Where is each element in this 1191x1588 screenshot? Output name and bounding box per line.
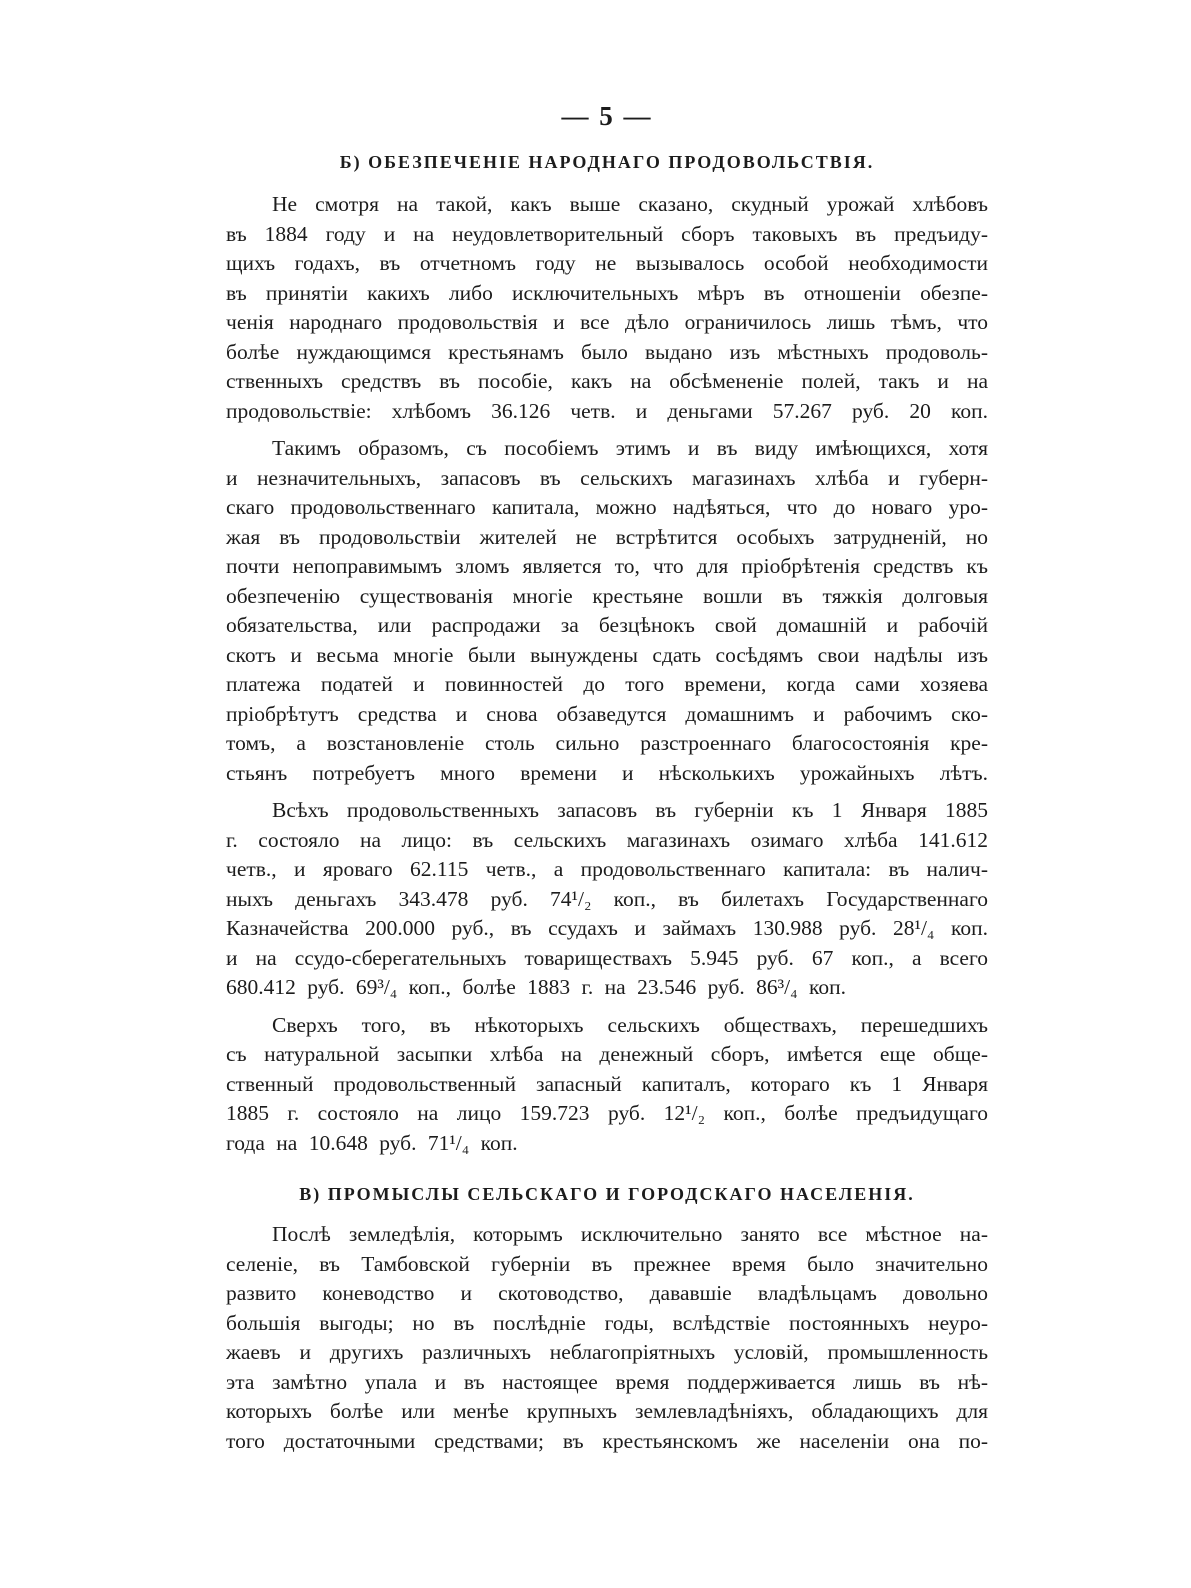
section-heading-trades: В) ПРОМЫСЛЫ СЕЛЬСКАГО И ГОРОДСКАГО НАСЕЛЕНІЯ. xyxy=(299,1184,915,1204)
text-line: щихъ годахъ, въ отчетномъ году не вызывалось особой необходимости xyxy=(226,251,988,275)
text-line: въ 1884 году и на неудовлетворительный сборъ таковыхъ въ предъиду- xyxy=(226,221,988,246)
text-line: 1885 г. состояло на лицо 159.723 руб. 12¹/₂ коп., болѣе предъидущаго xyxy=(226,1101,988,1125)
text-line: селеніе, въ Тамбовской губерніи въ прежнее время было значительно xyxy=(226,1251,988,1276)
text-line: Такимъ образомъ, съ пособіемъ этимъ и въ виду имѣющихся, хотя xyxy=(272,436,988,460)
text-line: въ принятіи какихъ либо исключительныхъ мѣръ въ отношеніи обезпе- xyxy=(226,280,988,305)
text-line: и незначительныхъ, запасовъ въ сельскихъ магазинахъ хлѣба и губерн- xyxy=(226,465,988,490)
text-line xyxy=(226,973,988,1003)
text-line: и на ссудо-сберегательныхъ товариществахъ 5.945 руб. 67 коп., а всего xyxy=(226,945,988,970)
text-line: пріобрѣтутъ средства и снова обзаведутся домашнимъ и рабочимъ ско- xyxy=(226,701,988,726)
text-line: платежа податей и повинностей до того времени, когда сами хозяева xyxy=(226,672,988,696)
text-line: ственныхъ средствъ въ пособіе, какъ на обсѣмененіе полей, такъ и на xyxy=(226,369,988,393)
text-line: большія выгоды; но въ послѣдніе годы, вслѣдствіе постоянныхъ неуро- xyxy=(226,1310,988,1335)
paragraph xyxy=(226,1011,988,1159)
paragraph xyxy=(226,1220,988,1456)
text-line: почти непоправимымъ зломъ является то, что для пріобрѣтенія средствъ къ xyxy=(226,554,988,578)
text-line: ственный продовольственный запасный капиталъ, котораго къ 1 Января xyxy=(226,1071,988,1096)
text-line: которыхъ болѣе или менѣе крупныхъ землевладѣніяхъ, обладающихъ для xyxy=(226,1399,988,1423)
text-line: обезпеченію существованія многіе крестьяне вошли въ тяжкія долговыя xyxy=(226,583,988,608)
section-heading-food-supply: Б) ОБЕЗПЕЧЕНІЕ НАРОДНАГО ПРОДОВОЛЬСТВІЯ. xyxy=(339,152,875,172)
text-line: стьянъ потребуетъ много времени и нѣсколькихъ урожайныхъ лѣтъ. xyxy=(226,760,988,785)
text-line: Не смотря на такой, какъ выше сказано, скудный урожай хлѣбовъ xyxy=(272,192,988,216)
text-line: г. состояло на лицо: въ сельскихъ магазинахъ озимаго хлѣба 141.612 xyxy=(226,827,988,852)
text-line: четв., и яроваго 62.115 четв., а продовольственнаго капитала: въ налич- xyxy=(226,857,988,881)
paragraph xyxy=(226,796,988,1003)
text-line: Сверхъ того, въ нѣкоторыхъ сельскихъ обществахъ, перешедшихъ xyxy=(272,1012,988,1037)
paragraph xyxy=(226,190,988,426)
text-line-content: года на 10.648 руб. 71¹/₄ коп. xyxy=(226,1130,518,1155)
document-page xyxy=(226,96,988,1464)
text-line: жая въ продовольствіи жителей не встрѣтится особыхъ затрудненій, но xyxy=(226,524,988,549)
section-food-supply xyxy=(226,190,988,1158)
text-line: развито коневодство и скотоводство, дававшіе владѣльцамъ довольно xyxy=(226,1281,988,1305)
text-line: скаго продовольственнаго капитала, можно надѣяться, что до новаго уро- xyxy=(226,495,988,519)
text-line-content: 680.412 руб. 69³/₄ коп., болѣе 1883 г. на 23.546 руб. 86³/₄ коп. xyxy=(226,975,846,999)
text-line: жаевъ и другихъ различныхъ неблагопріятныхъ условій, промышленность xyxy=(226,1340,988,1364)
text-line: съ натуральной засыпки хлѣба на денежный сборъ, имѣется еще обще- xyxy=(226,1042,988,1066)
text-line: Послѣ земледѣлія, которымъ исключительно занято все мѣстное на- xyxy=(272,1222,988,1246)
text-line: Казначейства 200.000 руб., въ ссудахъ и займахъ 130.988 руб. 28¹/₄ коп. xyxy=(226,916,988,940)
section-trades xyxy=(226,1220,988,1456)
text-line: томъ, а возстановленіе столь сильно разстроеннаго благосостоянія кре- xyxy=(226,731,988,755)
text-line: Всѣхъ продовольственныхъ запасовъ въ губерніи къ 1 Января 1885 xyxy=(272,798,988,822)
text-line: ченія народнаго продовольствія и все дѣло ограничилось лишь тѣмъ, что xyxy=(226,310,988,334)
text-line: того достаточными средствами; въ крестьянскомъ же населеніи она по- xyxy=(226,1428,988,1453)
text-line: эта замѣтно упала и въ настоящее время поддерживается лишь въ нѣ- xyxy=(226,1369,988,1394)
page-number: — 5 — xyxy=(561,101,653,131)
text-line: скотъ и весьма многіе были вынуждены сдать сосѣдямъ свои надѣлы изъ xyxy=(226,642,988,667)
text-line: обязательства, или распродажи за безцѣнокъ свой домашній и рабочій xyxy=(226,613,988,637)
text-line: продовольствіе: хлѣбомъ 36.126 четв. и деньгами 57.267 руб. 20 коп. xyxy=(226,398,988,423)
text-line: болѣе нуждающимся крестьянамъ было выдано изъ мѣстныхъ продоволь- xyxy=(226,339,988,364)
text-line: ныхъ деньгахъ 343.478 руб. 74¹/₂ коп., въ билетахъ Государственнаго xyxy=(226,886,988,911)
text-line xyxy=(226,1129,988,1159)
paragraph xyxy=(226,434,988,788)
